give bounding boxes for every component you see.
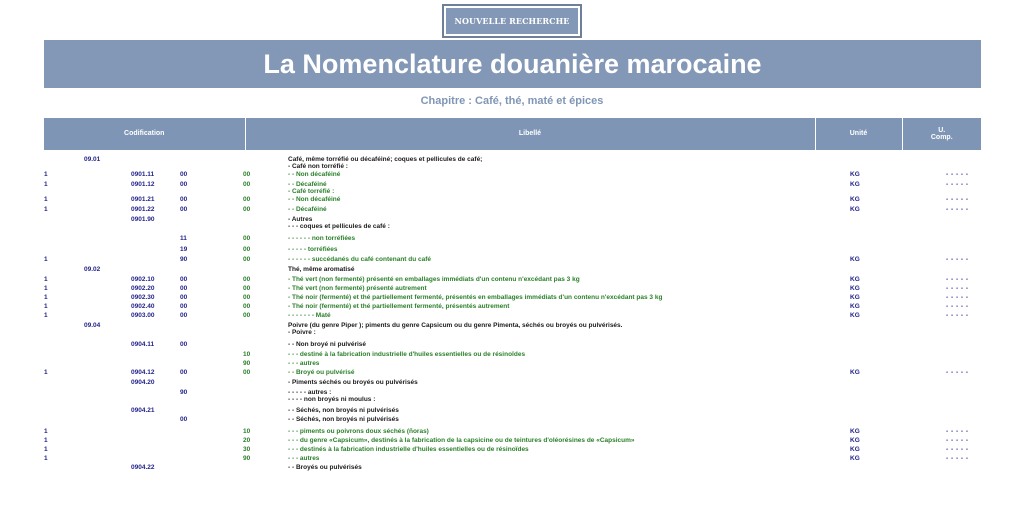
row-subcode-2: 00 <box>243 369 251 376</box>
row-label <box>288 379 418 386</box>
row-code: 0904.11 <box>131 341 155 348</box>
row-code: 0903.00 <box>131 312 155 319</box>
row-label <box>288 303 509 310</box>
row-unit: KG <box>850 446 860 453</box>
row-label-line: - - - - non broyés ni moulus : <box>288 396 376 403</box>
row-label <box>288 437 635 444</box>
row-subcode-2: 90 <box>243 360 251 367</box>
row-label <box>288 171 340 178</box>
row-label-line: - Autres <box>288 216 313 223</box>
row-unit: KG <box>850 276 860 283</box>
row-flag: 1 <box>44 196 48 203</box>
row-flag: 1 <box>44 428 48 435</box>
row-label-line: - Piments séchés ou broyés ou pulvérisés <box>288 379 418 386</box>
row-flag: 1 <box>44 437 48 444</box>
row-label <box>288 181 334 195</box>
row-flag: 1 <box>44 276 48 283</box>
row-label-line: - - Broyés ou pulvérisés <box>288 464 362 471</box>
row-label-line: - - - - - - - Maté <box>288 312 331 319</box>
row-unit: KG <box>850 294 860 301</box>
table-row <box>0 171 1024 181</box>
row-flag: 1 <box>44 294 48 301</box>
row-subcode-2: 00 <box>243 276 251 283</box>
row-label <box>288 446 529 453</box>
table-row <box>0 369 1024 379</box>
row-subcode-1: 90 <box>180 256 188 263</box>
row-label-line: - Thé vert (non fermenté) présenté en emballages immédiats d'un contenu n'excédant pas 3 kg <box>288 276 580 283</box>
row-subcode-2: 20 <box>243 437 251 444</box>
table-row <box>0 322 1024 341</box>
row-subcode-2: 00 <box>243 285 251 292</box>
row-ucomp: - - - - - <box>946 446 969 453</box>
row-label <box>288 360 319 367</box>
row-ucomp: - - - - - <box>946 294 969 301</box>
row-heading-code: 09.04 <box>84 322 101 329</box>
row-label <box>288 341 366 348</box>
row-ucomp: - - - - - <box>946 206 969 213</box>
row-subcode-1: 00 <box>180 369 188 376</box>
row-subcode-2: 00 <box>243 181 251 188</box>
row-subcode-1: 00 <box>180 181 188 188</box>
row-code: 0904.12 <box>131 369 155 376</box>
row-label <box>288 235 355 242</box>
table-row <box>0 246 1024 256</box>
row-label <box>288 294 662 301</box>
table-row <box>0 379 1024 389</box>
row-label <box>288 276 580 283</box>
row-flag: 1 <box>44 312 48 319</box>
row-subcode-2: 00 <box>243 294 251 301</box>
row-label-line: - Poivre : <box>288 329 316 336</box>
row-unit: KG <box>850 437 860 444</box>
row-label-line: - - Non broyé ni pulvérisé <box>288 341 367 348</box>
row-subcode-1: 90 <box>180 389 188 396</box>
row-label-line: - - Non décaféiné <box>288 171 341 178</box>
row-label-line: - - - coques et pellicules de café : <box>288 223 390 230</box>
row-unit: KG <box>850 256 860 263</box>
row-label-line: - - Décaféiné <box>288 181 327 188</box>
row-code: 0902.30 <box>131 294 155 301</box>
row-label <box>288 407 399 414</box>
row-label <box>288 416 399 423</box>
row-label-line: - - - du genre «Capsicum», destinés à la fabrication de la capsicine ou de teintures d'oléorésines de «Capsicum» <box>288 437 635 444</box>
row-unit: KG <box>850 312 860 319</box>
row-label <box>288 156 482 170</box>
row-subcode-1: 00 <box>180 276 188 283</box>
row-code: 0901.90 <box>131 216 155 223</box>
row-subcode-2: 90 <box>243 455 251 462</box>
row-label <box>288 256 431 263</box>
row-ucomp: - - - - - <box>946 256 969 263</box>
row-label-line: - - - destiné à la fabrication industrielle d'huiles essentielles ou de résinoïdes <box>288 351 526 358</box>
table-row <box>0 276 1024 285</box>
row-subcode-1: 00 <box>180 294 188 301</box>
row-heading-code: 09.02 <box>84 266 101 273</box>
row-ucomp: - - - - - <box>946 369 969 376</box>
row-label-line: - Thé noir (fermenté) et thé partiellement fermenté, présentés en emballages immédiats d'un contenu n'excédant pas 3 kg <box>288 294 663 301</box>
table-row <box>0 416 1024 428</box>
new-search-label: NOUVELLE RECHERCHE <box>446 8 579 34</box>
row-subcode-1: 00 <box>180 285 188 292</box>
row-label <box>288 351 525 358</box>
chapter-title: Chapitre : Café, thé, maté et épices <box>420 95 604 107</box>
table-row <box>0 455 1024 464</box>
row-ucomp: - - - - - <box>946 455 969 462</box>
row-label <box>288 312 331 319</box>
row-label-line: - - - destinés à la fabrication industrielle d'huiles essentielles ou de résinoïdes <box>288 446 529 453</box>
row-label-line: - - Décaféiné <box>288 206 327 213</box>
row-unit: KG <box>850 428 860 435</box>
row-subcode-2: 00 <box>243 256 251 263</box>
header-ucomp-line2: Comp. <box>930 134 953 141</box>
table-row <box>0 181 1024 196</box>
row-flag: 1 <box>44 206 48 213</box>
row-ucomp: - - - - - <box>946 437 969 444</box>
row-code: 0904.21 <box>131 407 155 414</box>
table-row <box>0 216 1024 235</box>
nomenclature-rows <box>0 156 1024 473</box>
row-ucomp: - - - - - <box>946 312 969 319</box>
row-ucomp: - - - - - <box>946 285 969 292</box>
header-ucomp-line1: U. <box>938 127 946 134</box>
row-label <box>288 464 362 471</box>
table-row <box>0 360 1024 369</box>
row-label <box>288 246 337 253</box>
row-subcode-2: 00 <box>243 303 251 310</box>
row-ucomp: - - - - - <box>946 303 969 310</box>
row-label-line: Café, même torréfié ou décaféiné; coques et pellicules de café; <box>288 156 483 163</box>
row-code: 0902.10 <box>131 276 155 283</box>
row-subcode-2: 00 <box>243 312 251 319</box>
row-unit: KG <box>850 455 860 462</box>
table-row <box>0 341 1024 351</box>
table-row <box>0 446 1024 455</box>
table-row <box>0 206 1024 216</box>
table-row <box>0 156 1024 171</box>
row-subcode-2: 10 <box>243 428 251 435</box>
row-label-line: - - - autres <box>288 360 320 367</box>
row-ucomp: - - - - - <box>946 428 969 435</box>
row-flag: 1 <box>44 285 48 292</box>
header-libelle: Libellé <box>245 118 815 150</box>
table-row <box>0 266 1024 276</box>
row-flag: 1 <box>44 181 48 188</box>
row-label <box>288 389 375 403</box>
row-code: 0901.21 <box>131 196 155 203</box>
table-row <box>0 389 1024 407</box>
row-subcode-2: 00 <box>243 196 251 203</box>
row-subcode-1: 19 <box>180 246 188 253</box>
new-search-button[interactable] <box>442 4 583 38</box>
row-label-line: - - Broyé ou pulvérisé <box>288 369 355 376</box>
table-row <box>0 303 1024 312</box>
row-code: 0901.22 <box>131 206 155 213</box>
table-row <box>0 428 1024 437</box>
header-codification: Codification <box>44 118 245 150</box>
row-label-line: - - - piments ou poivrons doux séchés (ñoras) <box>288 428 429 435</box>
row-label-line: Thé, même aromatisé <box>288 266 355 273</box>
row-subcode-1: 00 <box>180 312 188 319</box>
row-label-line: - Thé vert (non fermenté) présenté autrement <box>288 285 427 292</box>
row-code: 0901.12 <box>131 181 155 188</box>
top-bar <box>0 0 1024 40</box>
row-label <box>288 285 427 292</box>
row-subcode-1: 00 <box>180 341 188 348</box>
row-ucomp: - - - - - <box>946 196 969 203</box>
row-unit: KG <box>850 206 860 213</box>
table-row <box>0 294 1024 303</box>
row-label <box>288 206 327 213</box>
row-unit: KG <box>850 369 860 376</box>
row-flag: 1 <box>44 446 48 453</box>
row-heading-code: 09.01 <box>84 156 101 163</box>
row-label <box>288 216 390 230</box>
table-row <box>0 196 1024 206</box>
table-row <box>0 437 1024 446</box>
row-subcode-2: 00 <box>243 235 251 242</box>
row-label-line: - - - - - - non torréfiées <box>288 235 356 242</box>
row-label <box>288 369 354 376</box>
row-ucomp: - - - - - <box>946 276 969 283</box>
row-ucomp: - - - - - <box>946 171 969 178</box>
row-subcode-1: 00 <box>180 206 188 213</box>
row-subcode-1: 11 <box>180 235 187 242</box>
row-flag: 1 <box>44 171 48 178</box>
row-unit: KG <box>850 285 860 292</box>
row-label-line: - - - - - torréfiées <box>288 246 338 253</box>
row-label <box>288 322 622 336</box>
row-subcode-2: 00 <box>243 246 251 253</box>
row-unit: KG <box>850 171 860 178</box>
row-subcode-2: 00 <box>243 206 251 213</box>
row-subcode-1: 00 <box>180 171 188 178</box>
row-flag: 1 <box>44 303 48 310</box>
row-label-line: - - - - - - succédanés du café contenant du café <box>288 256 432 263</box>
row-subcode-2: 00 <box>243 171 251 178</box>
row-subcode-1: 00 <box>180 416 188 423</box>
header-ucomp <box>902 118 981 150</box>
row-subcode-1: 00 <box>180 303 188 310</box>
row-label-line: - Café torréfié : <box>288 188 335 195</box>
table-row <box>0 312 1024 322</box>
row-code: 0902.40 <box>131 303 155 310</box>
row-label-line: - Café non torréfié : <box>288 163 348 170</box>
row-label <box>288 455 319 462</box>
table-row <box>0 256 1024 266</box>
row-flag: 1 <box>44 369 48 376</box>
row-label <box>288 196 340 203</box>
row-flag: 1 <box>44 256 48 263</box>
row-code: 0904.20 <box>131 379 155 386</box>
table-row <box>0 285 1024 294</box>
row-code: 0901.11 <box>131 171 155 178</box>
row-label <box>288 428 429 435</box>
row-subcode-2: 30 <box>243 446 251 453</box>
row-unit: KG <box>850 181 860 188</box>
table-header <box>44 118 981 150</box>
row-unit: KG <box>850 196 860 203</box>
row-code: 0904.22 <box>131 464 155 471</box>
header-unite: Unité <box>815 118 902 150</box>
table-row <box>0 235 1024 246</box>
row-label-line: - Thé noir (fermenté) et thé partiellement fermenté, présentés autrement <box>288 303 510 310</box>
table-row <box>0 351 1024 360</box>
page-title-banner: La Nomenclature douanière marocaine <box>44 40 981 88</box>
row-ucomp: - - - - - <box>946 181 969 188</box>
row-label-line: - - - autres <box>288 455 320 462</box>
row-subcode-2: 10 <box>243 351 251 358</box>
row-flag: 1 <box>44 455 48 462</box>
row-label-line: - - Séchés, non broyés ni pulvérisés <box>288 407 399 414</box>
row-code: 0902.20 <box>131 285 155 292</box>
row-label-line: - - Non décaféiné <box>288 196 341 203</box>
row-subcode-1: 00 <box>180 196 188 203</box>
row-label <box>288 266 354 273</box>
row-label-line: - - - - - autres : <box>288 389 332 396</box>
row-unit: KG <box>850 303 860 310</box>
table-row <box>0 464 1024 473</box>
table-row <box>0 407 1024 416</box>
row-label-line: Poivre (du genre Piper ); piments du genre Capsicum ou du genre Pimenta, séchés ou broyés ou pulvérisés. <box>288 322 623 329</box>
row-label-line: - - Séchés, non broyés ni pulvérisés <box>288 416 399 423</box>
